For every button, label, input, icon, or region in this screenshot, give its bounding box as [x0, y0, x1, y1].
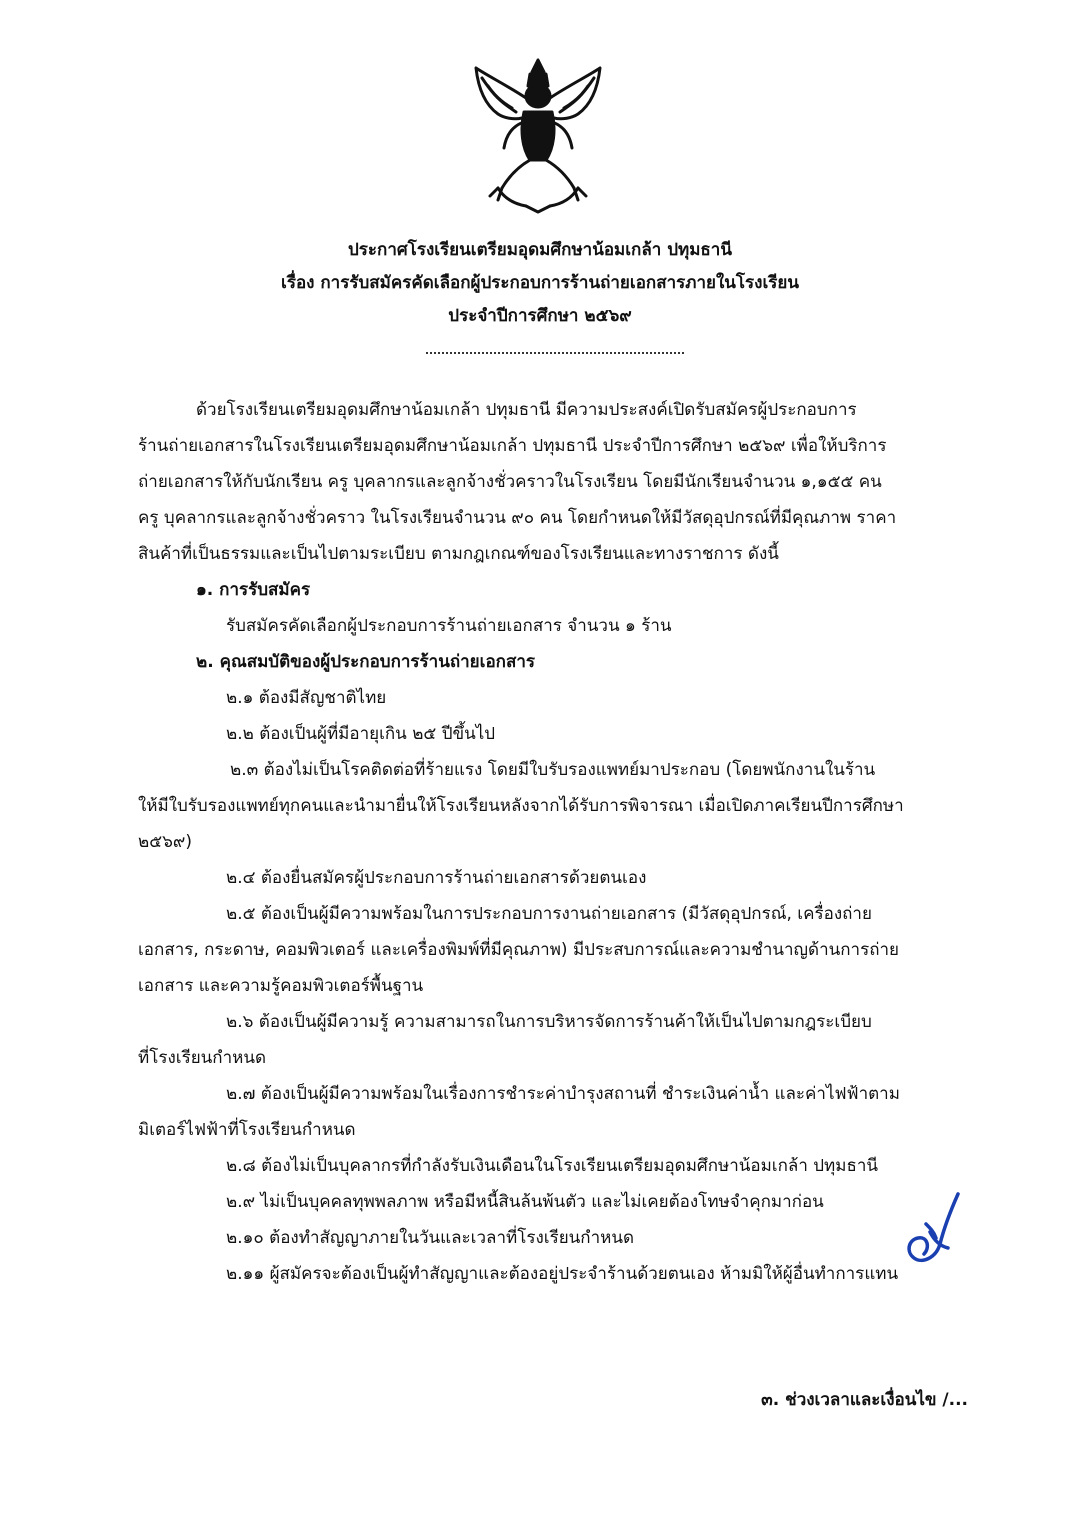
qualification-item-continued: ที่โรงเรียนกำหนด [138, 1048, 266, 1068]
intro-line: ถ่ายเอกสารให้กับนักเรียน ครู บุคลากรและลูกจ้างชั่วคราวในโรงเรียน โดยมีนักเรียนจำนวน ๑,๑๕๕ คน [138, 472, 882, 492]
announcement-subject: เรื่อง การรับสมัครคัดเลือกผู้ประกอบการร้านถ่ายเอกสารภายในโรงเรียน [281, 273, 799, 293]
intro-line: ร้านถ่ายเอกสารในโรงเรียนเตรียมอุดมศึกษาน้อมเกล้า ปทุมธานี ประจำปีการศึกษา ๒๕๖๙ เพื่อให้บริการ [138, 436, 887, 456]
qualification-item: ๒.๑๑ ผู้สมัครจะต้องเป็นผู้ทำสัญญาและต้องอยู่ประจำร้านด้วยตนเอง ห้ามมิให้ผู้อื่นทำการแทน [226, 1264, 899, 1284]
qualification-item-continued: เอกสาร และความรู้คอมพิวเตอร์พื้นฐาน [138, 976, 424, 996]
academic-year: ประจำปีการศึกษา ๒๕๖๙ [448, 306, 632, 326]
intro-line: สินค้าที่เป็นธรรมและเป็นไปตามระเบียบ ตามกฎเกณฑ์ของโรงเรียนและทางราชการ ดังนี้ [138, 544, 779, 564]
qualification-item: ๒.๕ ต้องเป็นผู้มีความพร้อมในการประกอบการงานถ่ายเอกสาร (มีวัสดุอุปกรณ์, เครื่องถ่าย [226, 904, 872, 924]
qualification-item: ๒.๔ ต้องยื่นสมัครผู้ประกอบการร้านถ่ายเอกสารด้วยตนเอง [226, 868, 647, 888]
qualification-item: ๒.๑๐ ต้องทำสัญญาภายในวันและเวลาที่โรงเรียนกำหนด [226, 1228, 634, 1248]
section-application [138, 572, 968, 644]
section-text: รับสมัครคัดเลือกผู้ประกอบการร้านถ่ายเอกสาร จำนวน ๑ ร้าน [226, 616, 672, 636]
handwritten-initial-icon [900, 1188, 966, 1268]
qualification-item: ๒.๘ ต้องไม่เป็นบุคลากรที่กำลังรับเงินเดือนในโรงเรียนเตรียมอุดมศึกษาน้อมเกล้า ปทุมธานี [226, 1156, 879, 1176]
intro-line: ด้วยโรงเรียนเตรียมอุดมศึกษาน้อมเกล้า ปทุมธานี มีความประสงค์เปิดรับสมัครผู้ประกอบการ [196, 400, 857, 420]
intro-paragraph [138, 392, 968, 572]
qualification-item: ๒.๙ ไม่เป็นบุคคลทุพพลภาพ หรือมีหนี้สินล้นพ้นตัว และไม่เคยต้องโทษจำคุกมาก่อน [226, 1192, 824, 1212]
header-separator [426, 352, 684, 354]
announcement-header [140, 234, 940, 333]
qualification-item: ๒.๓ ต้องไม่เป็นโรคติดต่อที่ร้ายแรง โดยมีใบรับรองแพทย์มาประกอบ (โดยพนักงานในร้าน [230, 760, 876, 780]
intro-line: ครู บุคลากรและลูกจ้างชั่วคราว ในโรงเรียนจำนวน ๙๐ คน โดยกำหนดให้มีวัสดุอุปกรณ์ที่มีคุณภาพ ราคา [138, 508, 897, 528]
section-title: ๒. คุณสมบัติของผู้ประกอบการร้านถ่ายเอกสาร [196, 652, 536, 672]
qualification-item-continued: มิเตอร์ไฟฟ้าที่โรงเรียนกำหนด [138, 1120, 356, 1140]
qualification-item: ๒.๑ ต้องมีสัญชาติไทย [226, 688, 387, 708]
section-qualifications [138, 644, 968, 1292]
announcement-body [138, 392, 968, 1292]
section-title: ๑. การรับสมัคร [196, 580, 311, 600]
qualification-item: ๒.๗ ต้องเป็นผู้มีความพร้อมในเรื่องการชำระค่าบำรุงสถานที่ ชำระเงินค่าน้ำ และค่าไฟฟ้าตาม [226, 1084, 900, 1104]
garuda-emblem-icon [468, 56, 608, 214]
qualification-item: ๒.๒ ต้องเป็นผู้ที่มีอายุเกิน ๒๕ ปีขึ้นไป [226, 724, 496, 744]
qualification-item-continued: ให้มีใบรับรองแพทย์ทุกคนและนำมายื่นให้โรงเรียนหลังจากได้รับการพิจารณา เมื่อเปิดภาคเรียนปีการศึกษา [138, 796, 904, 816]
continuation-note: ๓. ช่วงเวลาและเงื่อนไข /... [761, 1390, 968, 1410]
announcement-title: ประกาศโรงเรียนเตรียมอุดมศึกษาน้อมเกล้า ปทุมธานี [348, 240, 732, 260]
qualification-item-continued: เอกสาร, กระดาษ, คอมพิวเตอร์ และเครื่องพิมพ์ที่มีคุณภาพ) มีประสบการณ์และความชำนาญด้านการถ่าย [138, 940, 900, 960]
qualification-item-continued: ๒๕๖๙) [138, 832, 192, 852]
qualification-item: ๒.๖ ต้องเป็นผู้มีความรู้ ความสามารถในการบริหารจัดการร้านค้าให้เป็นไปตามกฎระเบียบ [226, 1012, 872, 1032]
